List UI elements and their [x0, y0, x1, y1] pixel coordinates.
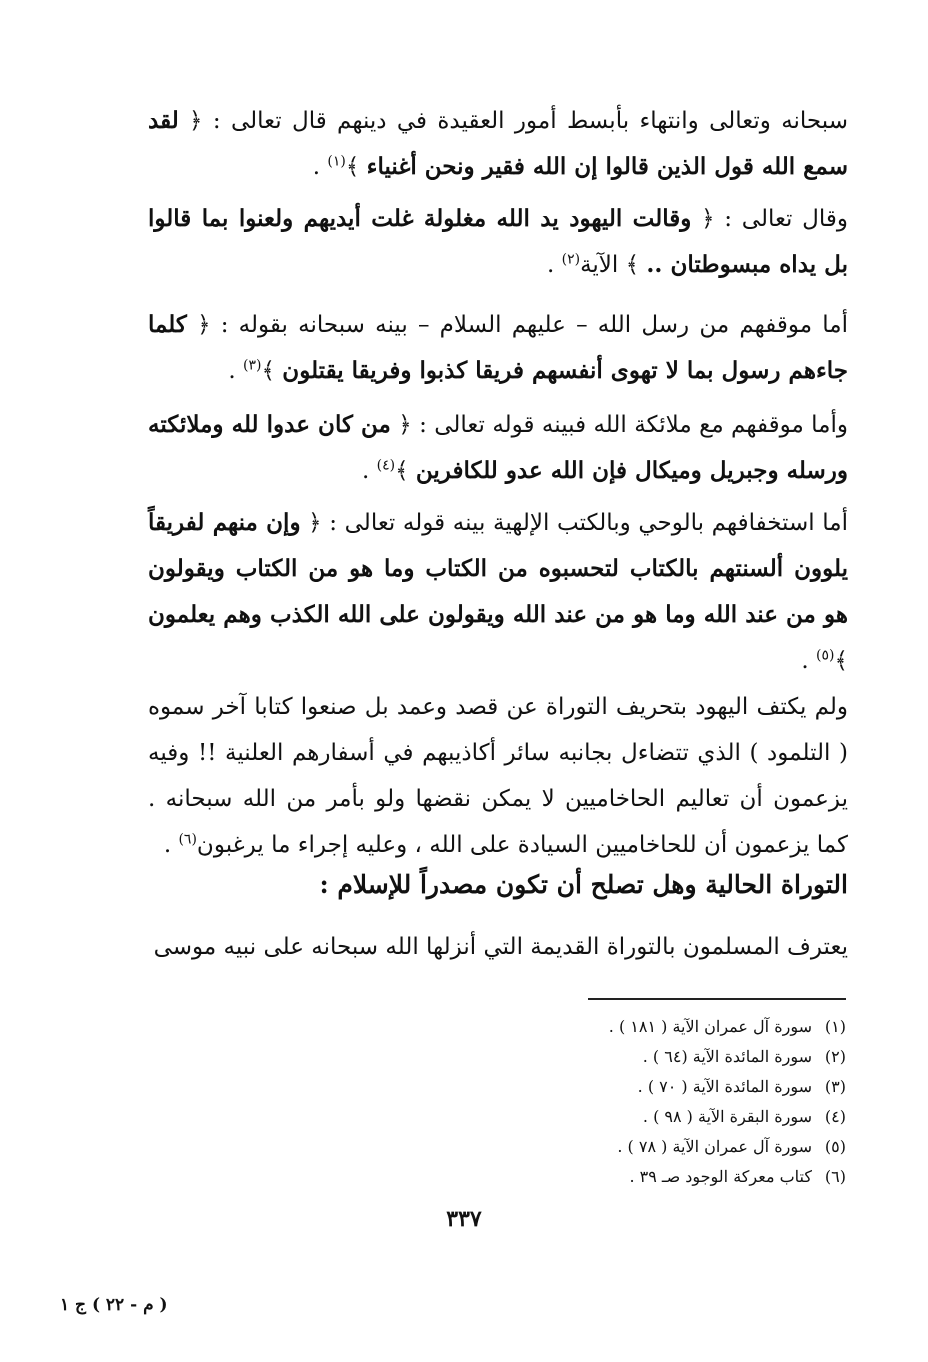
- paragraph-5-quote: وإن منهم لفريقاً يلوون ألسنتهم بالكتاب لتحسبوه من الكتاب وما هو من الكتاب ويقولون هو من عند الله وما هو من عند الله ويقولون على الله الكذب وهم يعلمون: [148, 509, 848, 628]
- footnote-1: [540, 1012, 846, 1042]
- footnote-6: [540, 1162, 846, 1192]
- paragraph-2-tail: ﴾ الآية: [580, 252, 647, 278]
- footnote-number: (٢): [824, 1047, 846, 1066]
- footnote-3: [540, 1072, 846, 1102]
- paragraph-4: [148, 402, 848, 494]
- footnote-text: سورة المائدة الآية (٦٤ ) .: [642, 1047, 812, 1066]
- paragraph-1-tail: ﴾: [345, 154, 367, 180]
- footnote-number: (٣): [824, 1077, 846, 1096]
- paragraph-7-text: يعترف المسلمون بالتوراة القديمة التي أنزلها الله سبحانه على نبيه موسى: [153, 934, 848, 960]
- paragraph-1-lead: سبحانه وتعالى وانتهاء بأبسط أمور العقيدة في دينهم قال تعالى : ﴿: [178, 108, 848, 134]
- paragraph-1-end: .: [312, 154, 328, 180]
- paragraph-5-end: .: [801, 648, 817, 674]
- footnote-text: سورة آل عمران الآية ( ١٨١ ) .: [608, 1017, 812, 1036]
- footnote-ref-1[interactable]: (١): [327, 153, 346, 170]
- footnote-text: سورة البقرة الآية ( ٩٨ ) .: [642, 1107, 812, 1126]
- paragraph-5: [148, 500, 848, 684]
- printer-signature: ( م - ٢٢ ) ج ١: [60, 1295, 168, 1315]
- paragraph-2: [148, 196, 848, 288]
- footnote-2: [540, 1042, 846, 1072]
- paragraph-3-tail: ﴾: [261, 358, 283, 384]
- footnote-5: [540, 1132, 846, 1162]
- paragraph-4-end: .: [362, 458, 377, 484]
- page-number: ٣٣٧: [446, 1206, 482, 1232]
- paragraph-2-end: .: [546, 252, 562, 278]
- paragraph-3-end: .: [228, 358, 244, 384]
- footnote-number: (٤): [824, 1107, 846, 1126]
- footnote-number: (٦): [824, 1167, 846, 1186]
- paragraph-3-lead: أما موقفهم من رسل الله – عليهم السلام – بينه سبحانه بقوله : ﴿: [186, 312, 848, 338]
- footnote-number: (١): [824, 1017, 846, 1036]
- paragraph-6-end: .: [163, 832, 179, 858]
- footnote-number: (٥): [824, 1137, 846, 1156]
- paragraph-2-lead: وقال تعالى : ﴿: [691, 206, 848, 232]
- paragraph-4-quote: من كان عدوا لله وملائكته ورسله وجبريل وميكال فإن الله عدو للكافرين: [148, 411, 848, 484]
- section-heading: التوراة الحالية وهل تصلح أن تكون مصدراً للإسلام :: [319, 870, 848, 899]
- footnote-ref-3[interactable]: (٣): [243, 357, 262, 374]
- footnote-text: سورة المائدة الآية ( ٧٠ ) .: [637, 1077, 812, 1096]
- paragraph-3-quote: كلما جاءهم رسول بما لا تهوى أنفسهم فريقا كذبوا وفريقا يقتلون: [148, 311, 848, 384]
- paragraph-4-tail: ﴾: [395, 458, 416, 484]
- paragraph-2-quote: وقالت اليهود يد الله مغلولة غلت أيديهم ولعنوا بما قالوا بل يداه مبسوطتان ..: [148, 205, 848, 278]
- footnote-ref-5[interactable]: (٥): [816, 647, 835, 664]
- footnote-4: [540, 1102, 846, 1132]
- paragraph-1-quote: لقد سمع الله قول الذين قالوا إن الله فقير ونحن أغنياء: [148, 107, 848, 180]
- footnote-ref-4[interactable]: (٤): [376, 457, 396, 474]
- paragraph-5-lead: أما استخفافهم بالوحي وبالكتب الإلهية بينه قوله تعالى : ﴿: [300, 510, 848, 536]
- footnote-text: كتاب معركة الوجود صـ ٣٩ .: [629, 1167, 812, 1186]
- footnote-divider: [588, 998, 846, 1000]
- paragraph-7: [148, 924, 848, 970]
- paragraph-5-tail: ﴾: [834, 648, 848, 674]
- paragraph-1: [148, 98, 848, 190]
- footnote-ref-6[interactable]: (٦): [178, 831, 197, 848]
- paragraph-6: [148, 684, 848, 868]
- paragraph-3: [148, 302, 848, 394]
- paragraph-6-text: ولم يكتف اليهود بتحريف التوراة عن قصد وعمد بل صنعوا كتابا آخر سموه ( التلمود ) الذي تتضاءل بجانبه سائر أكاذيبهم في أسفارهم العلنية !! وفيه يزعمون أن تعاليم الحاخاميين لا يمكن نقضها ولو بأمر من الله سبحانه . كما يزعمون أن للحاخاميين السيادة على الله ، وعليه إجراء ما يرغبون: [148, 694, 848, 858]
- footnote-text: سورة آل عمران الآية ( ٧٨ ) .: [617, 1137, 812, 1156]
- paragraph-4-lead: وأما موقفهم مع ملائكة الله فبينه قوله تعالى : ﴿: [390, 412, 849, 438]
- footnote-ref-2[interactable]: (٢): [561, 251, 581, 268]
- footnotes-list: [540, 1012, 846, 1192]
